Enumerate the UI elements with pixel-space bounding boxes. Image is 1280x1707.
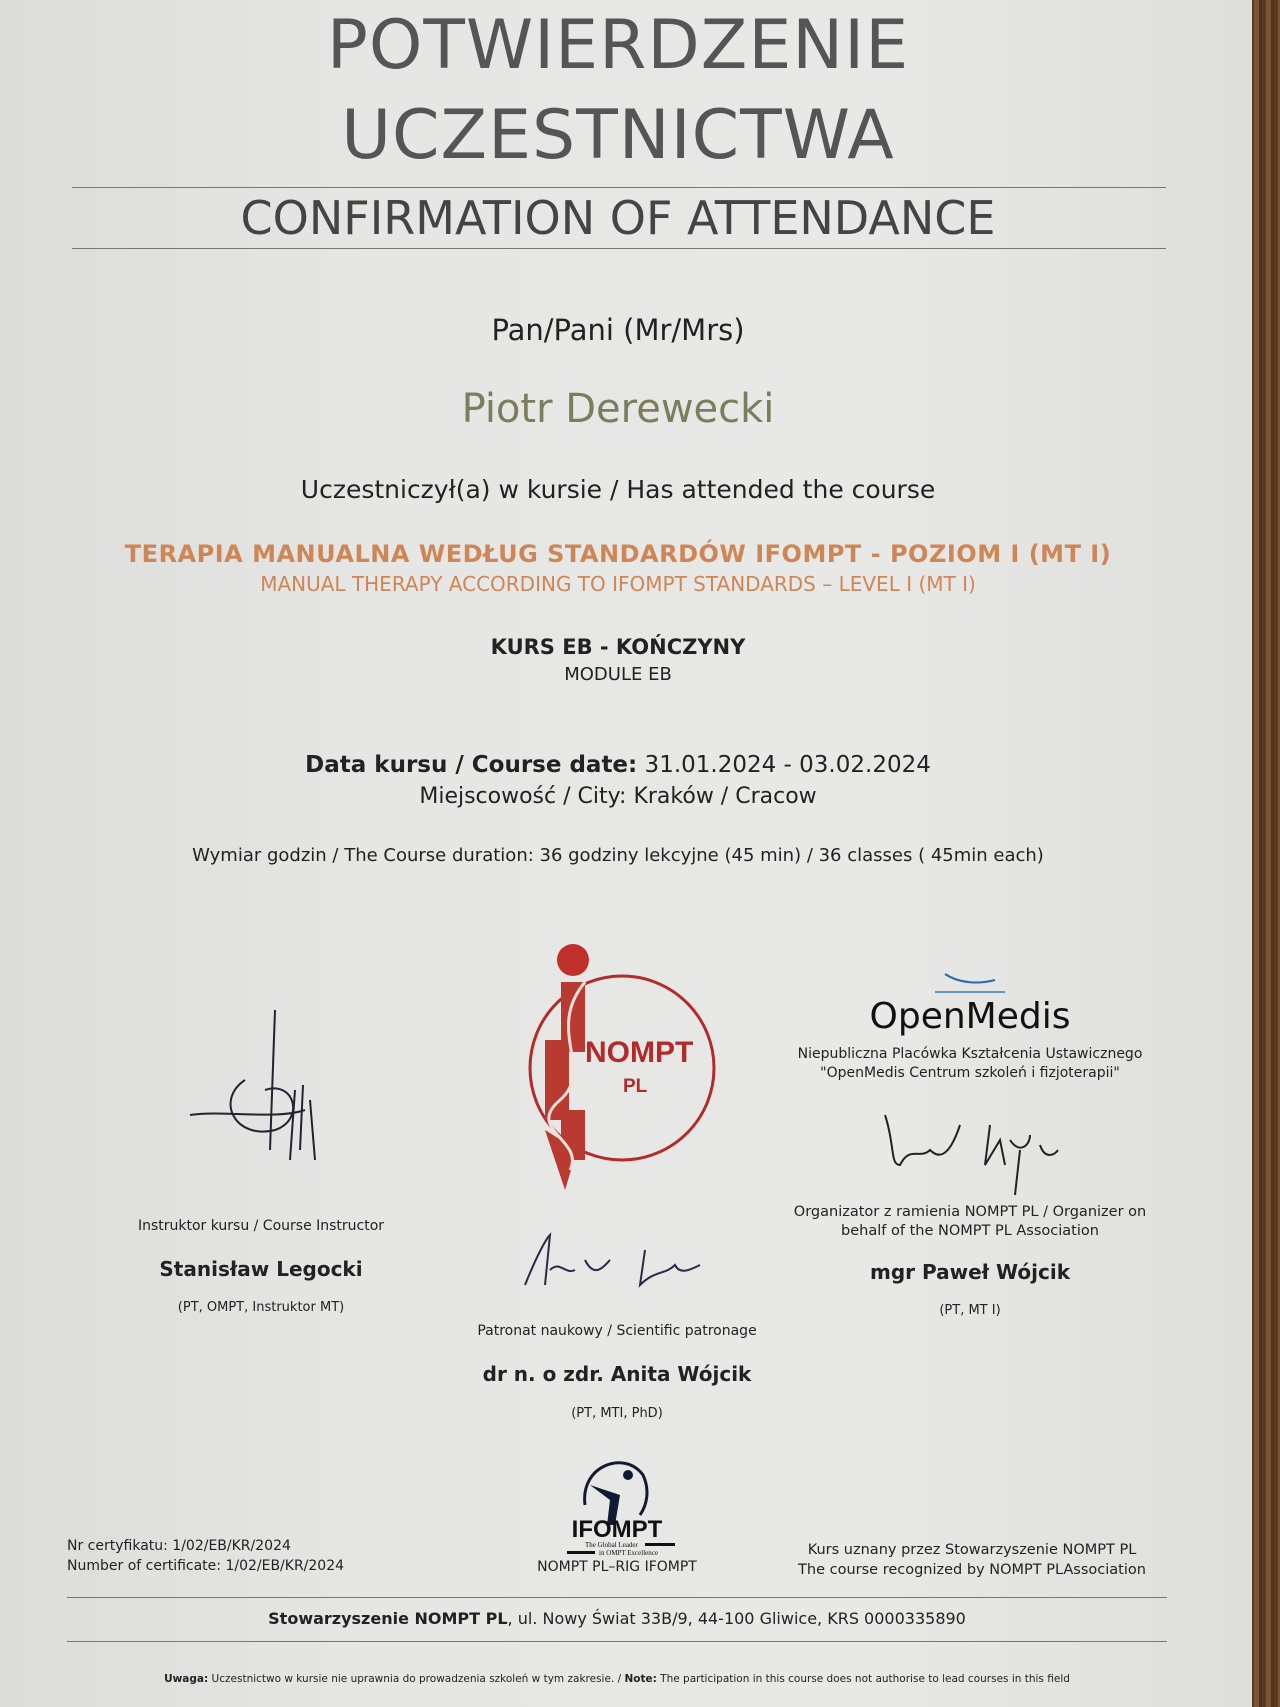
certificate-number-pl: Nr certyfikatu: 1/02/EB/KR/2024 <box>67 1538 291 1554</box>
organizer-role-line-1: Organizator z ramienia NOMPT PL / Organizer on <box>793 1204 1147 1220</box>
footer-note <box>164 1673 1070 1685</box>
patron-name: dr n. o zdr. Anita Wójcik <box>482 1362 752 1386</box>
wood-background <box>1250 0 1280 1707</box>
patron-credentials: (PT, MTI, PhD) <box>571 1406 663 1421</box>
course-title-en: MANUAL THERAPY ACCORDING TO IFOMPT STANDARDS – LEVEL I (MT I) <box>260 572 976 596</box>
course-city <box>419 784 816 809</box>
course-title-pl: TERAPIA MANUALNA WEDŁUG STANDARDÓW IFOMPT - POZIOM I (MT I) <box>124 540 1112 568</box>
note-label-en: Note: <box>624 1673 657 1685</box>
ifompt-logo-text: IFOMPT <box>571 1516 663 1543</box>
instructor-role: Instruktor kursu / Course Instructor <box>137 1218 385 1234</box>
salutation: Pan/Pani (Mr/Mrs) <box>491 313 745 347</box>
module-en: MODULE EB <box>564 664 672 685</box>
module-pl: KURS EB - KOŃCZYNY <box>490 635 746 659</box>
footer-address <box>268 1609 966 1628</box>
note-label-pl: Uwaga: <box>164 1673 209 1685</box>
nompt-logo-sub: PL <box>623 1076 648 1097</box>
footer-org-address: , ul. Nowy Świat 33B/9, 44-100 Gliwice, KRS 0000335890 <box>507 1609 966 1628</box>
course-duration: Wymiar godzin / The Course duration: 36 godziny lekcyjne (45 min) / 36 classes ( 45min each) <box>192 845 1044 866</box>
openmedis-logo-text: OpenMedis <box>869 996 1071 1037</box>
organizer-org-line-2: "OpenMedis Centrum szkoleń i fizjoterapii" <box>820 1065 1120 1081</box>
title-line-1: POTWIERDZENIE <box>326 6 910 85</box>
city-value: Kraków / Cracow <box>633 784 817 809</box>
recognition-line-1: Kurs uznany przez Stowarzyszenie NOMPT PL <box>807 1542 1137 1558</box>
recipient-name: Piotr Derewecki <box>461 386 775 432</box>
organizer-signature <box>880 1105 1060 1195</box>
patron-signature <box>515 1230 715 1300</box>
ifompt-logo <box>555 1455 680 1557</box>
divider <box>67 1597 1167 1598</box>
note-text-pl: Uczestnictwo w kursie nie uprawnia do prowadzenia szkoleń w tym zakresie. / <box>208 1673 625 1685</box>
nompt-logo <box>515 940 715 1190</box>
organizer-credentials: (PT, MT I) <box>939 1303 1001 1318</box>
divider <box>67 1641 1167 1642</box>
ifompt-tagline-1: The Global Leader <box>585 1541 638 1549</box>
divider <box>72 187 1166 188</box>
patron-role: Patronat naukowy / Scientific patronage <box>477 1323 757 1339</box>
date-label: Data kursu / Course date: <box>305 752 638 778</box>
organizer-name: mgr Paweł Wójcik <box>870 1260 1070 1284</box>
subtitle: CONFIRMATION OF ATTENDANCE <box>240 191 996 245</box>
instructor-name: Stanisław Legocki <box>159 1257 363 1281</box>
date-value: 31.01.2024 - 03.02.2024 <box>644 752 931 778</box>
organizer-role-line-2: behalf of the NOMPT PL Association <box>841 1223 1099 1239</box>
footer-org-name: Stowarzyszenie NOMPT PL <box>268 1609 508 1628</box>
instructor-signature <box>185 1010 325 1190</box>
ifompt-tagline-2: in OMPT Excellence <box>599 1549 658 1557</box>
organizer-org-line-1: Niepubliczna Placówka Kształcenia Ustawicznego <box>797 1046 1143 1062</box>
course-date <box>305 752 931 778</box>
instructor-credentials: (PT, OMPT, Instruktor MT) <box>177 1300 345 1315</box>
openmedis-swoosh-icon <box>935 972 1005 996</box>
ifompt-caption: NOMPT PL–RIG IFOMPT <box>537 1559 697 1575</box>
note-text-en: The participation in this course does not authorise to lead courses in this field <box>656 1673 1070 1685</box>
city-label: Miejscowość / City: <box>419 784 627 809</box>
title-line-2: UCZESTNICTWA <box>341 96 895 175</box>
attended-text: Uczestniczył(a) w kursie / Has attended the course <box>300 475 936 504</box>
nompt-logo-text: NOMPT <box>585 1036 694 1069</box>
recognition-line-2: The course recognized by NOMPT PLAssociation <box>798 1562 1146 1578</box>
certificate-number-en: Number of certificate: 1/02/EB/KR/2024 <box>67 1558 345 1574</box>
divider <box>72 248 1166 249</box>
